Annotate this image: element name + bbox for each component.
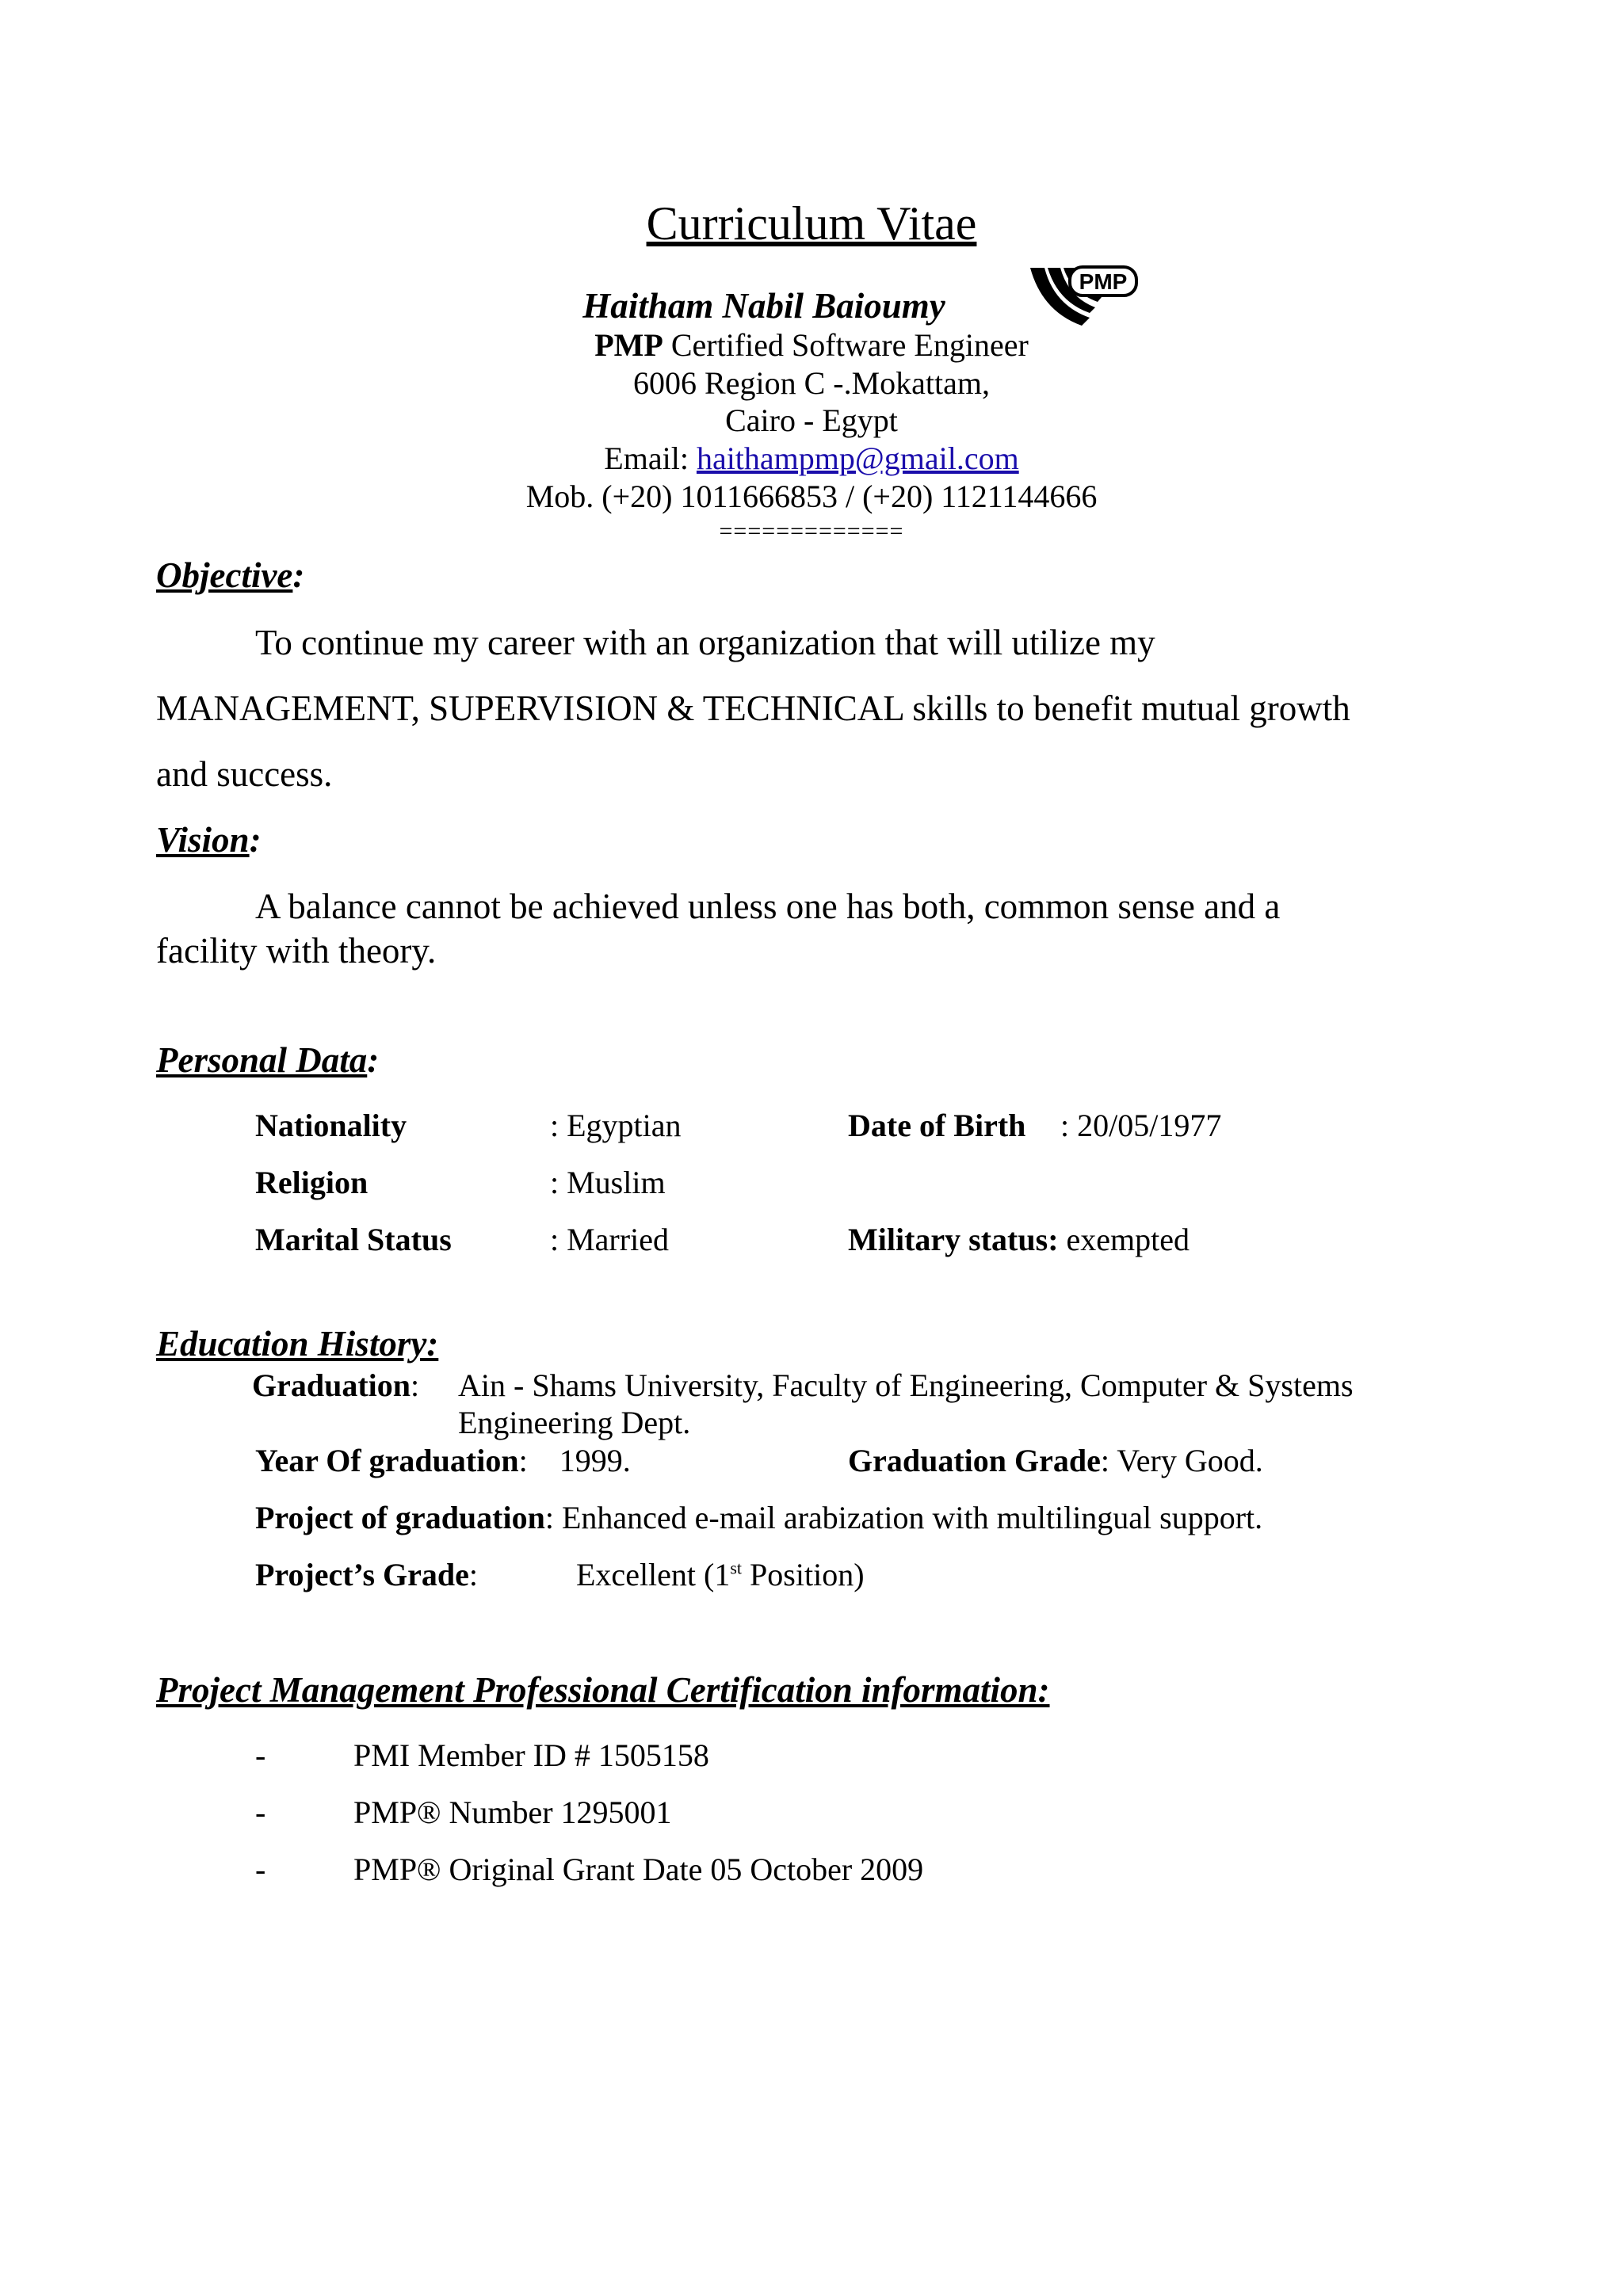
personal-data-heading: Personal Data:: [156, 1040, 380, 1080]
address-line-1: 6006 Region C -.Mokattam,: [633, 365, 990, 401]
mobile-line: Mob. (+20) 1011666853 / (+20) 1121144666: [525, 479, 1098, 514]
military-status: [848, 1221, 1190, 1258]
grade-value: : Very Good.: [1100, 1443, 1263, 1478]
candidate-name: Haitham Nabil Baioumy: [582, 286, 945, 326]
nationality-value: : Egyptian: [550, 1108, 682, 1143]
pmp-item-number: PMP® Number 1295001: [353, 1794, 672, 1830]
email-link[interactable]: haithampmp@gmail.com: [696, 441, 1019, 476]
vision-line-2: facility with theory.: [156, 931, 437, 971]
objective-line-1: To continue my career with an organization that will utilize my: [255, 623, 1155, 662]
header-separator: =============: [719, 518, 904, 544]
year-label: Year Of graduation: [255, 1443, 519, 1478]
candidate-name-row: [0, 285, 1623, 326]
vision-heading: Vision:: [156, 820, 262, 860]
graduation-label: Graduation: [252, 1367, 411, 1403]
military-value: exempted: [1058, 1222, 1190, 1257]
year-of-graduation: [255, 1442, 631, 1479]
project-grade-value: Excellent (1st Position): [576, 1557, 865, 1592]
military-label: Military status:: [848, 1222, 1059, 1257]
pmp-item-member-id: PMI Member ID # 1505158: [353, 1737, 709, 1773]
project-grade-label-row: Project’s Grade:: [255, 1557, 479, 1592]
grade-label: Graduation Grade: [848, 1443, 1101, 1478]
nationality-label: Nationality: [255, 1108, 407, 1143]
project-of-graduation: [255, 1499, 1262, 1536]
objective-line-2: MANAGEMENT, SUPERVISION & TECHNICAL skills to benefit mutual growth: [156, 688, 1350, 728]
pmp-logo: [1022, 264, 1141, 331]
email-line: [0, 440, 1623, 477]
project-grade-label: Project’s Grade: [255, 1557, 469, 1592]
marital-label: Marital Status: [255, 1222, 452, 1257]
certification-line: [0, 326, 1623, 364]
year-value: : 1999.: [518, 1443, 631, 1478]
vision-line-1: A balance cannot be achieved unless one has both, common sense and a: [255, 887, 1281, 926]
education-heading: Education History:: [156, 1324, 439, 1363]
project-label: Project of graduation: [255, 1500, 545, 1535]
pmp-logo-text: PMP: [1079, 269, 1128, 294]
religion-value: : Muslim: [550, 1165, 666, 1200]
dob-label: Date of Birth: [848, 1108, 1026, 1143]
objective-heading: Objective:: [156, 555, 305, 595]
graduation-label-row: Graduation:: [252, 1367, 420, 1403]
pmp-item-grant-date: PMP® Original Grant Date 05 October 2009: [353, 1852, 924, 1887]
pmp-item-dash: -: [255, 1794, 266, 1830]
pmp-heading: Project Management Professional Certification information:: [156, 1670, 1050, 1710]
graduation-line-2: Engineering Dept.: [458, 1405, 691, 1440]
pmp-item-dash: -: [255, 1737, 266, 1773]
graduation-grade: [848, 1442, 1263, 1479]
religion-label: Religion: [255, 1165, 369, 1200]
graduation-line-1: Ain - Shams University, Faculty of Engineering, Computer & Systems: [458, 1367, 1354, 1403]
dob-value: : 20/05/1977: [1060, 1108, 1222, 1143]
certification-text: Certified Software Engineer: [663, 327, 1029, 363]
objective-line-3: and success.: [156, 754, 333, 794]
pmp-item-dash: -: [255, 1852, 266, 1887]
project-value: : Enhanced e-mail arabization with multilingual support.: [544, 1500, 1263, 1535]
certification-bold: PMP: [594, 327, 663, 363]
address-line-2: Cairo - Egypt: [725, 402, 898, 438]
page-title: Curriculum Vitae: [646, 197, 977, 250]
marital-value: : Married: [550, 1222, 669, 1257]
email-label: Email:: [604, 441, 697, 476]
